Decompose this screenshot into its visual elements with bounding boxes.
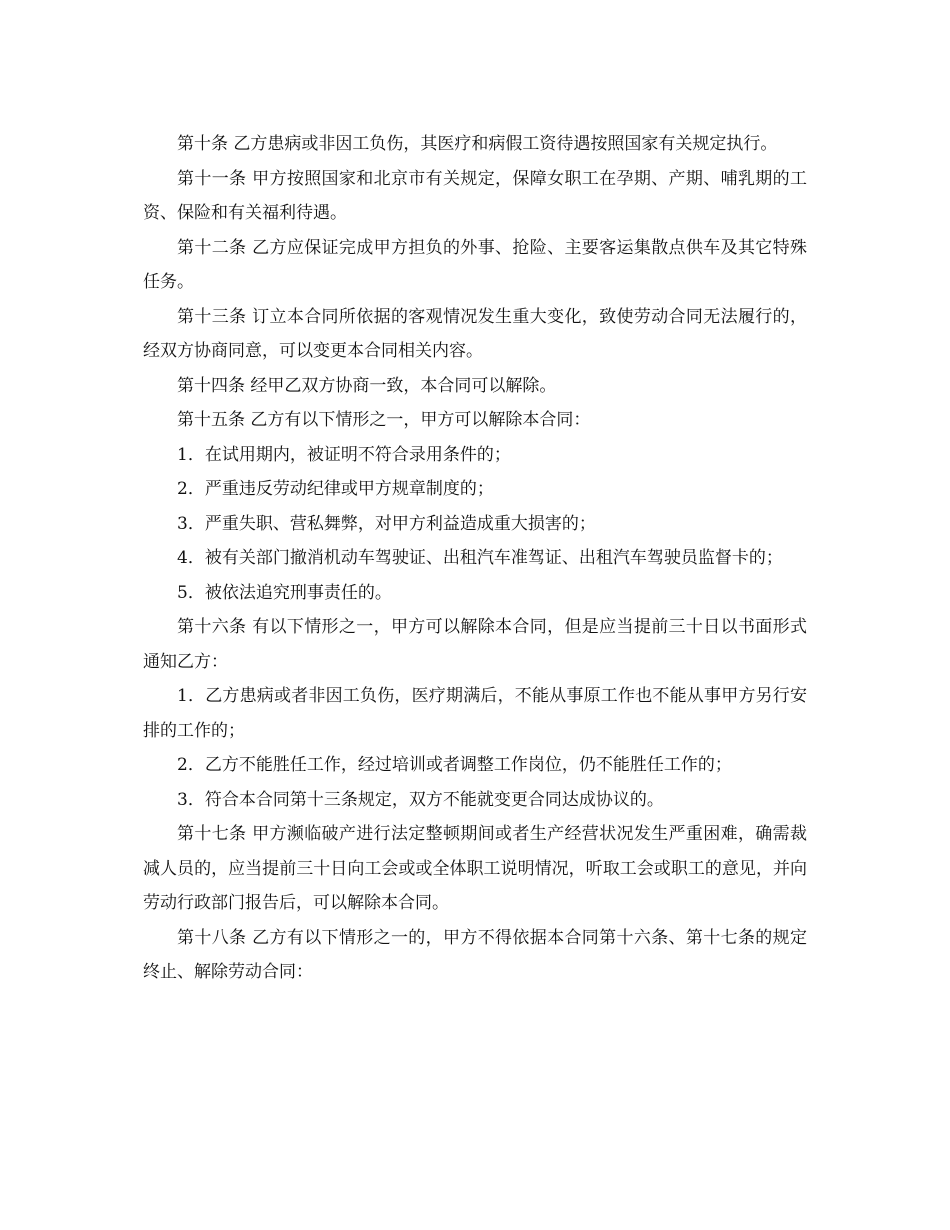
article-15-item-2: 2．严重违反劳动纪律或甲方规章制度的； bbox=[177, 479, 494, 499]
article-16-item-2: 2．乙方不能胜任工作，经过培训或者调整工作岗位，仍不能胜任工作的； bbox=[177, 755, 732, 775]
article-15-item-5: 5．被依法追究刑事责任的。 bbox=[177, 582, 392, 603]
article-15-item-1: 1．在试用期内，被证明不符合录用条件的； bbox=[177, 444, 511, 465]
article-15-item-4: 4．被有关部门撤消机动车驾驶证、出租汽车准驾证、出租汽车驾驶员监督卡的； bbox=[177, 548, 783, 568]
article-13: 第十三条 订立本合同所依据的客观情况发生重大变化，致使劳动合同无法履行的，经双方协商同意，可以变更本合同相关内容。 bbox=[143, 306, 807, 361]
article-15: 第十五条 乙方有以下情形之一，甲方可以解除本合同： bbox=[177, 410, 591, 430]
article-16-item-1: 1．乙方患病或者非因工负伤，医疗期满后，不能从事原工作也不能从事甲方另行安排的工作的； bbox=[143, 686, 807, 741]
article-11: 第十一条 甲方按照国家和北京市有关规定，保障女职工在孕期、产期、哺乳期的工资、保险和有关福利待遇。 bbox=[143, 168, 807, 223]
article-17: 第十七条 甲方濒临破产进行法定整顿期间或者生产经营状况发生严重困难，确需裁减人员的，应当提前三十日向工会或或全体职工说明情况，听取工会或职工的意见，并向劳动行政部门报告后，可以解除本合同。 bbox=[143, 824, 807, 913]
contract-body bbox=[143, 127, 807, 990]
article-12: 第十二条 乙方应保证完成甲方担负的外事、抢险、主要客运集散点供车及其它特殊任务。 bbox=[143, 237, 807, 292]
article-15-item-3: 3．严重失职、营私舞弊，对甲方利益造成重大损害的； bbox=[177, 513, 596, 534]
article-16: 第十六条 有以下情形之一，甲方可以解除本合同，但是应当提前三十日以书面形式通知乙方： bbox=[143, 617, 807, 672]
article-18: 第十八条 乙方有以下情形之一的，甲方不得依据本合同第十六条、第十七条的规定终止、解除劳动合同： bbox=[143, 927, 807, 982]
article-16-item-3: 3．符合本合同第十三条规定，双方不能就变更合同达成协议的。 bbox=[177, 789, 664, 810]
article-14: 第十四条 经甲乙双方协商一致，本合同可以解除。 bbox=[177, 375, 557, 396]
article-10: 第十条 乙方患病或非因工负伤，其医疗和病假工资待遇按照国家有关规定执行。 bbox=[177, 134, 778, 154]
